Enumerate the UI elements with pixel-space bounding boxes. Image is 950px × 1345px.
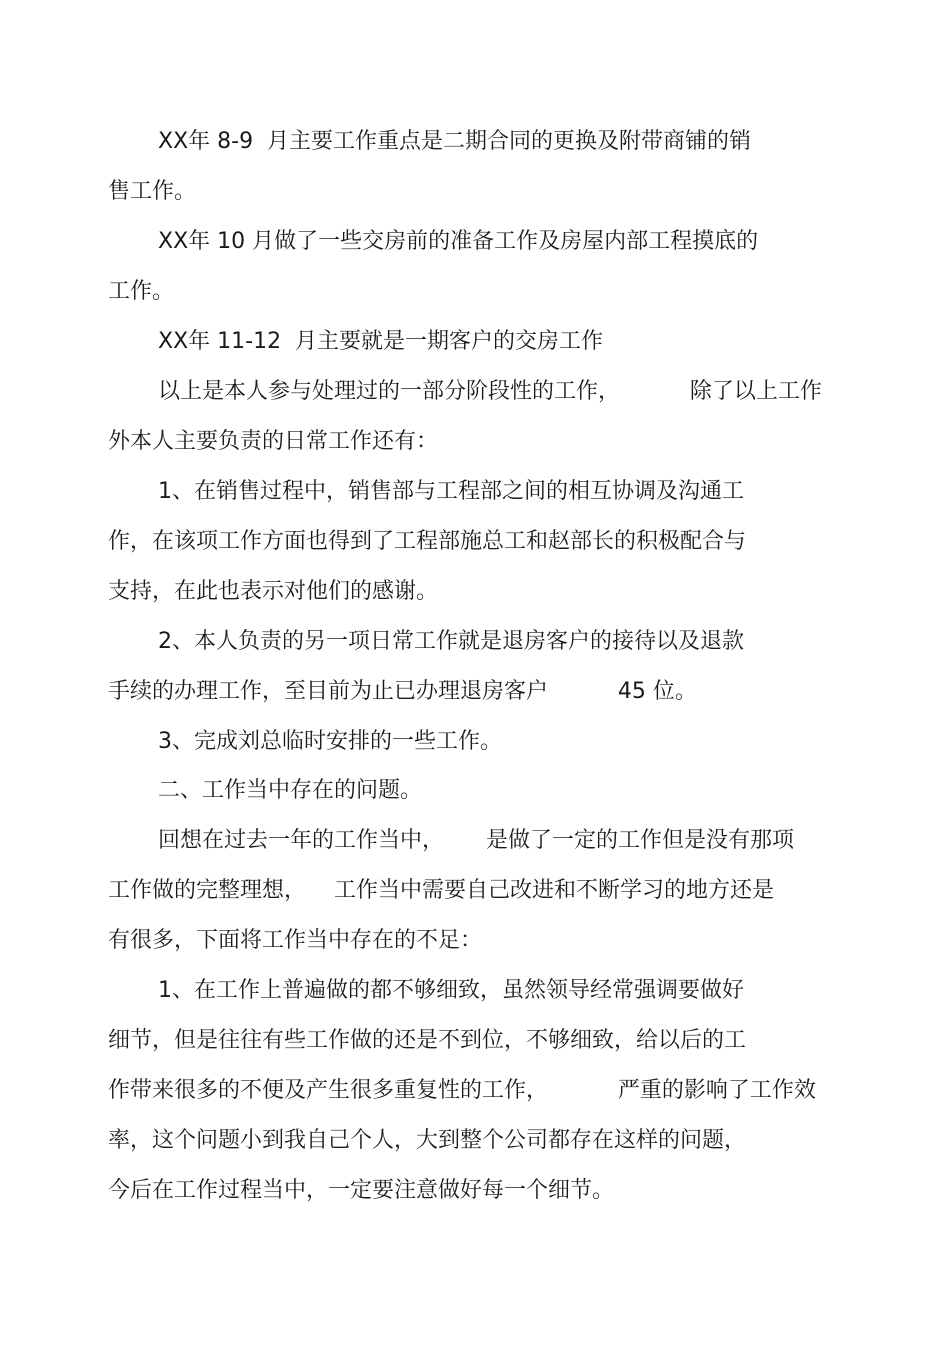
- text-line: 支持，在此也表示对他们的感谢。: [108, 579, 439, 604]
- text-line: 回想在过去一年的工作当中， 是做了一定的工作但是没有那项: [158, 828, 794, 853]
- text-line: 今后在工作过程当中，一定要注意做好每一个细节。: [108, 1178, 615, 1203]
- text-line: XX年 11-12 月主要就是一期客户的交房工作: [158, 329, 604, 354]
- text-line: 工作。: [108, 279, 175, 304]
- text-line: 售工作。: [108, 179, 197, 204]
- text-line: 作，在该项工作方面也得到了工程部施总工和赵部长的积极配合与: [108, 529, 747, 554]
- text-line: XX年 8-9 月主要工作重点是二期合同的更换及附带商铺的销: [158, 129, 752, 154]
- text-line: 外本人主要负责的日常工作还有：: [108, 429, 439, 454]
- text-line: XX年 10 月做了一些交房前的准备工作及房屋内部工程摸底的: [158, 229, 759, 254]
- text-line: 有很多，下面将工作当中存在的不足：: [108, 928, 483, 953]
- text-line: 率，这个问题小到我自己个人，大到整个公司都存在这样的问题，: [108, 1128, 747, 1153]
- text-line: 手续的办理工作，至目前为止已办理退房客户 45 位。: [108, 679, 697, 704]
- text-line: 2、本人负责的另一项日常工作就是退房客户的接待以及退款: [158, 629, 744, 654]
- text-line: 1、在销售过程中，销售部与工程部之间的相互协调及沟通工: [158, 479, 744, 504]
- text-line: 作带来很多的不便及产生很多重复性的工作， 严重的影响了工作效: [108, 1078, 816, 1103]
- section-heading: 二、工作当中存在的问题。: [158, 778, 423, 803]
- text-line: 3、完成刘总临时安排的一些工作。: [158, 729, 502, 754]
- text-line: 1、在工作上普遍做的都不够细致，虽然领导经常强调要做好: [158, 978, 744, 1003]
- text-line: 细节，但是往往有些工作做的还是不到位，不够细致，给以后的工: [108, 1028, 747, 1053]
- text-line: 以上是本人参与处理过的一部分阶段性的工作， 除了以上工作: [158, 379, 822, 404]
- text-line: 工作做的完整理想， 工作当中需要自己改进和不断学习的地方还是: [108, 878, 774, 903]
